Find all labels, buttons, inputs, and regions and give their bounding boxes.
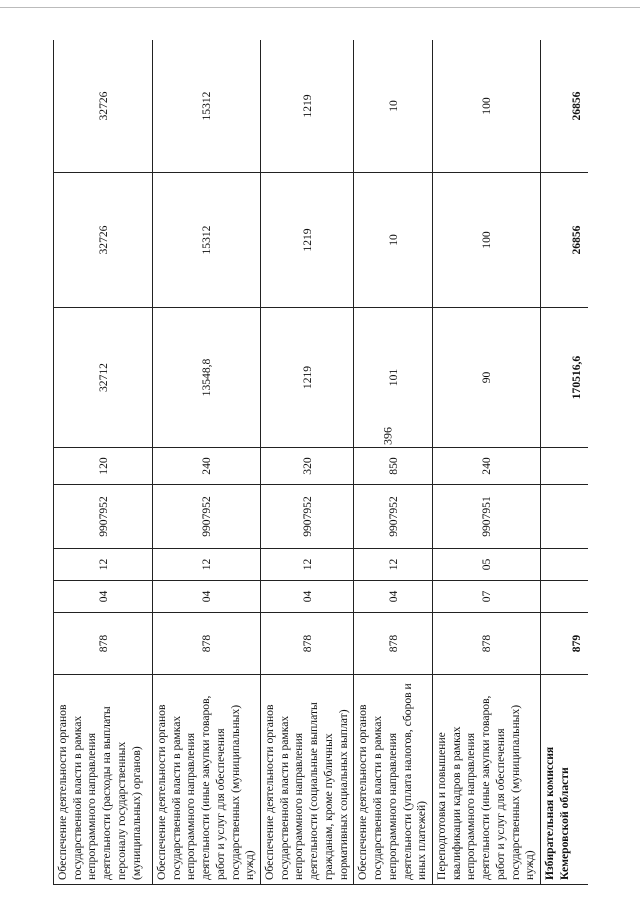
amount-1-cell: 90 xyxy=(432,308,540,448)
amount-2-cell: 1219 xyxy=(261,173,354,308)
target-article-code-cell: 9907952 xyxy=(153,485,261,549)
ved-code-cell: 878 xyxy=(54,613,153,675)
section-code-cell: 04 xyxy=(261,581,354,613)
budget-table xyxy=(53,40,588,885)
ved-code-cell: 879 xyxy=(540,613,588,675)
amount-3-cell: 15312 xyxy=(153,40,261,173)
target-article-code-cell: 9907952 xyxy=(261,485,354,549)
subsection-code-cell: 12 xyxy=(261,549,354,581)
expense-type-code-cell: 240 xyxy=(153,448,261,485)
target-article-code-cell xyxy=(540,485,588,549)
section-code-cell: 04 xyxy=(153,581,261,613)
amount-3-cell: 10 xyxy=(354,40,433,173)
amount-3-cell: 100 xyxy=(432,40,540,173)
row-name-cell: Обеспечение деятельности органов государственной власти в рамках непрограммного направления деятельности (социальные выплаты гражданам, кроме публичных нормативных социальных выплат) xyxy=(261,675,354,885)
target-article-code-cell: 9907951 xyxy=(432,485,540,549)
table-row xyxy=(432,40,540,885)
row-name-cell: Избирательная комиссия Кемеровской области xyxy=(540,675,588,885)
table-row xyxy=(54,40,153,885)
amount-2-cell: 15312 xyxy=(153,173,261,308)
target-article-code-cell: 9907952 xyxy=(54,485,153,549)
amount-1-cell: 1219 xyxy=(261,308,354,448)
table-row xyxy=(153,40,261,885)
table-row-total xyxy=(540,40,588,885)
page-number: 396 xyxy=(380,427,395,445)
row-name-cell: Обеспечение деятельности органов государственной власти в рамках непрограммного направления деятельности (расходы на выплаты персоналу государственных (муниципальных) органов) xyxy=(54,675,153,885)
ved-code-cell: 878 xyxy=(354,613,433,675)
subsection-code-cell: 12 xyxy=(153,549,261,581)
amount-1-cell: 32712 xyxy=(54,308,153,448)
section-code-cell: 04 xyxy=(354,581,433,613)
table-row xyxy=(354,40,433,885)
table-wrapper xyxy=(53,40,588,885)
section-code-cell xyxy=(540,581,588,613)
expense-type-code-cell: 240 xyxy=(432,448,540,485)
table-body xyxy=(54,40,589,885)
table-row xyxy=(261,40,354,885)
section-code-cell: 07 xyxy=(432,581,540,613)
subsection-code-cell: 12 xyxy=(354,549,433,581)
row-name-cell: Обеспечение деятельности органов государственной власти в рамках непрограммного направления деятельности (уплата налогов, сборов и иных платежей) xyxy=(354,675,433,885)
amount-2-cell: 32726 xyxy=(54,173,153,308)
ved-code-cell: 878 xyxy=(432,613,540,675)
subsection-code-cell: 12 xyxy=(54,549,153,581)
amount-1-cell: 13548,8 xyxy=(153,308,261,448)
expense-type-code-cell: 320 xyxy=(261,448,354,485)
ved-code-cell: 878 xyxy=(153,613,261,675)
subsection-code-cell: 05 xyxy=(432,549,540,581)
top-rule xyxy=(0,7,640,8)
section-code-cell: 04 xyxy=(54,581,153,613)
amount-3-cell: 26856 xyxy=(540,40,588,173)
amount-3-cell: 1219 xyxy=(261,40,354,173)
ved-code-cell: 878 xyxy=(261,613,354,675)
amount-2-cell: 10 xyxy=(354,173,433,308)
expense-type-code-cell: 120 xyxy=(54,448,153,485)
amount-3-cell: 32726 xyxy=(54,40,153,173)
expense-type-code-cell: 850 xyxy=(354,448,433,485)
row-name-cell: Обеспечение деятельности органов государственной власти в рамках непрограммного направления деятельности (иные закупки товаров, работ и услуг для обеспечения государственных (муниципальных) нужд) xyxy=(153,675,261,885)
subsection-code-cell xyxy=(540,549,588,581)
expense-type-code-cell xyxy=(540,448,588,485)
amount-2-cell: 100 xyxy=(432,173,540,308)
amount-2-cell: 26856 xyxy=(540,173,588,308)
amount-1-cell: 101 xyxy=(354,308,433,448)
amount-1-cell: 170516,6 xyxy=(540,308,588,448)
target-article-code-cell: 9907952 xyxy=(354,485,433,549)
row-name-cell: Переподготовка и повышение квалификации кадров в рамках непрограммного направления деятельности (иные закупки товаров, работ и услуг для обеспечения государственных (муниципальных) нужд) xyxy=(432,675,540,885)
